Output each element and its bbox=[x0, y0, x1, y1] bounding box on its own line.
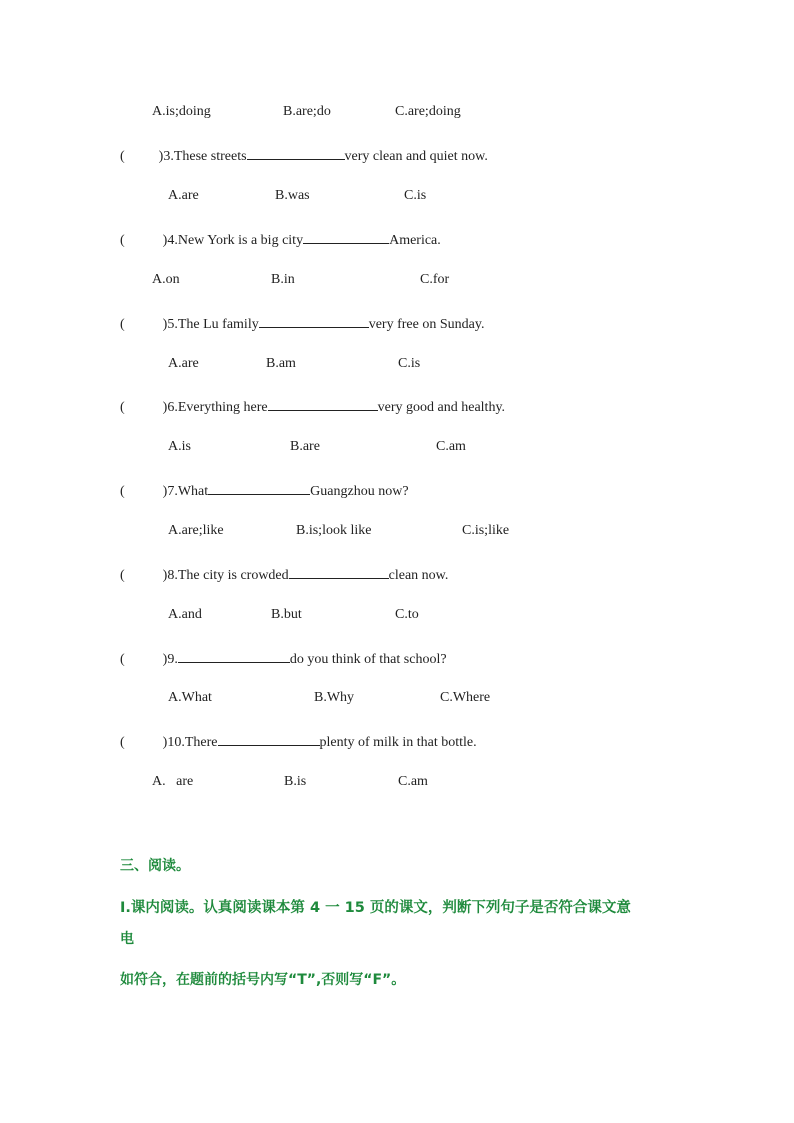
answer-paren-open[interactable]: ( bbox=[120, 233, 125, 248]
question-4-line: ( )4.New York is a big city America. bbox=[120, 229, 441, 250]
q2-option-b: B.are;do bbox=[283, 104, 331, 119]
q8-option-b: B.but bbox=[271, 607, 302, 622]
q7-option-c: C.is;like bbox=[462, 523, 510, 538]
q6-option-a: A.is bbox=[168, 439, 191, 454]
question-8-line: ( )8.The city is crowded clean now. bbox=[120, 564, 448, 585]
instruction-line-2: 电 bbox=[120, 931, 134, 947]
blank[interactable] bbox=[268, 396, 378, 411]
q7-option-b: B.is;look like bbox=[296, 523, 372, 538]
q4-option-a: A.on bbox=[152, 272, 180, 287]
blank[interactable] bbox=[218, 731, 320, 746]
q10-option-c: C.am bbox=[398, 774, 428, 789]
answer-paren-open[interactable]: ( bbox=[120, 735, 125, 750]
question-9-line: ( )9. do you think of that school? bbox=[120, 648, 447, 669]
q2-option-c: C.are;doing bbox=[395, 104, 461, 119]
blank[interactable] bbox=[208, 480, 310, 495]
question-10-line: ( )10.There plenty of milk in that bottle. bbox=[120, 731, 477, 752]
q5-option-b: B.am bbox=[266, 356, 296, 371]
q3-option-a: A.are bbox=[168, 188, 199, 203]
blank[interactable] bbox=[303, 229, 389, 244]
q5-option-c: C.is bbox=[398, 356, 421, 371]
q7-option-a: A.are;like bbox=[168, 523, 224, 538]
answer-paren-open[interactable]: ( bbox=[120, 317, 125, 332]
section-heading: 三、阅读。 bbox=[120, 858, 190, 874]
blank[interactable] bbox=[247, 145, 345, 160]
answer-paren-open[interactable]: ( bbox=[120, 568, 125, 583]
q4-option-c: C.for bbox=[420, 272, 450, 287]
answer-paren-open[interactable]: ( bbox=[120, 652, 125, 667]
q6-option-c: C.am bbox=[436, 439, 466, 454]
q10-option-b: B.is bbox=[284, 774, 307, 789]
blank[interactable] bbox=[259, 313, 369, 328]
q2-option-a: A.is;doing bbox=[152, 104, 211, 119]
question-6-line: ( )6.Everything here very good and healthy. bbox=[120, 396, 505, 417]
question-3-line: ( )3.These streets very clean and quiet now. bbox=[120, 145, 488, 166]
blank[interactable] bbox=[178, 648, 290, 663]
q6-option-b: B.are bbox=[290, 439, 320, 454]
q3-option-b: B.was bbox=[275, 188, 310, 203]
q5-option-a: A.are bbox=[168, 356, 199, 371]
q9-option-c: C.Where bbox=[440, 690, 491, 705]
question-5-line: ( )5.The Lu family very free on Sunday. bbox=[120, 313, 484, 334]
q8-option-c: C.to bbox=[395, 607, 419, 622]
q4-option-b: B.in bbox=[271, 272, 295, 287]
q10-option-a: A. are bbox=[152, 774, 194, 789]
q9-option-a: A.What bbox=[168, 690, 212, 705]
answer-paren-open[interactable]: ( bbox=[120, 484, 125, 499]
q3-option-c: C.is bbox=[404, 188, 427, 203]
blank[interactable] bbox=[289, 564, 389, 579]
answer-paren-open[interactable]: ( bbox=[120, 400, 125, 415]
instruction-line-3: 如符合，在题前的括号内写“T”,否则写“F”。 bbox=[120, 972, 406, 988]
answer-paren-open[interactable]: ( bbox=[120, 149, 125, 164]
question-7-line: ( )7.What Guangzhou now? bbox=[120, 480, 409, 501]
instruction-line-1: I.课内阅读。认真阅读课本第 4 一 15 页的课文，判断下列句子是否符合课文意 bbox=[120, 900, 631, 916]
q9-option-b: B.Why bbox=[314, 690, 355, 705]
q8-option-a: A.and bbox=[168, 607, 202, 622]
